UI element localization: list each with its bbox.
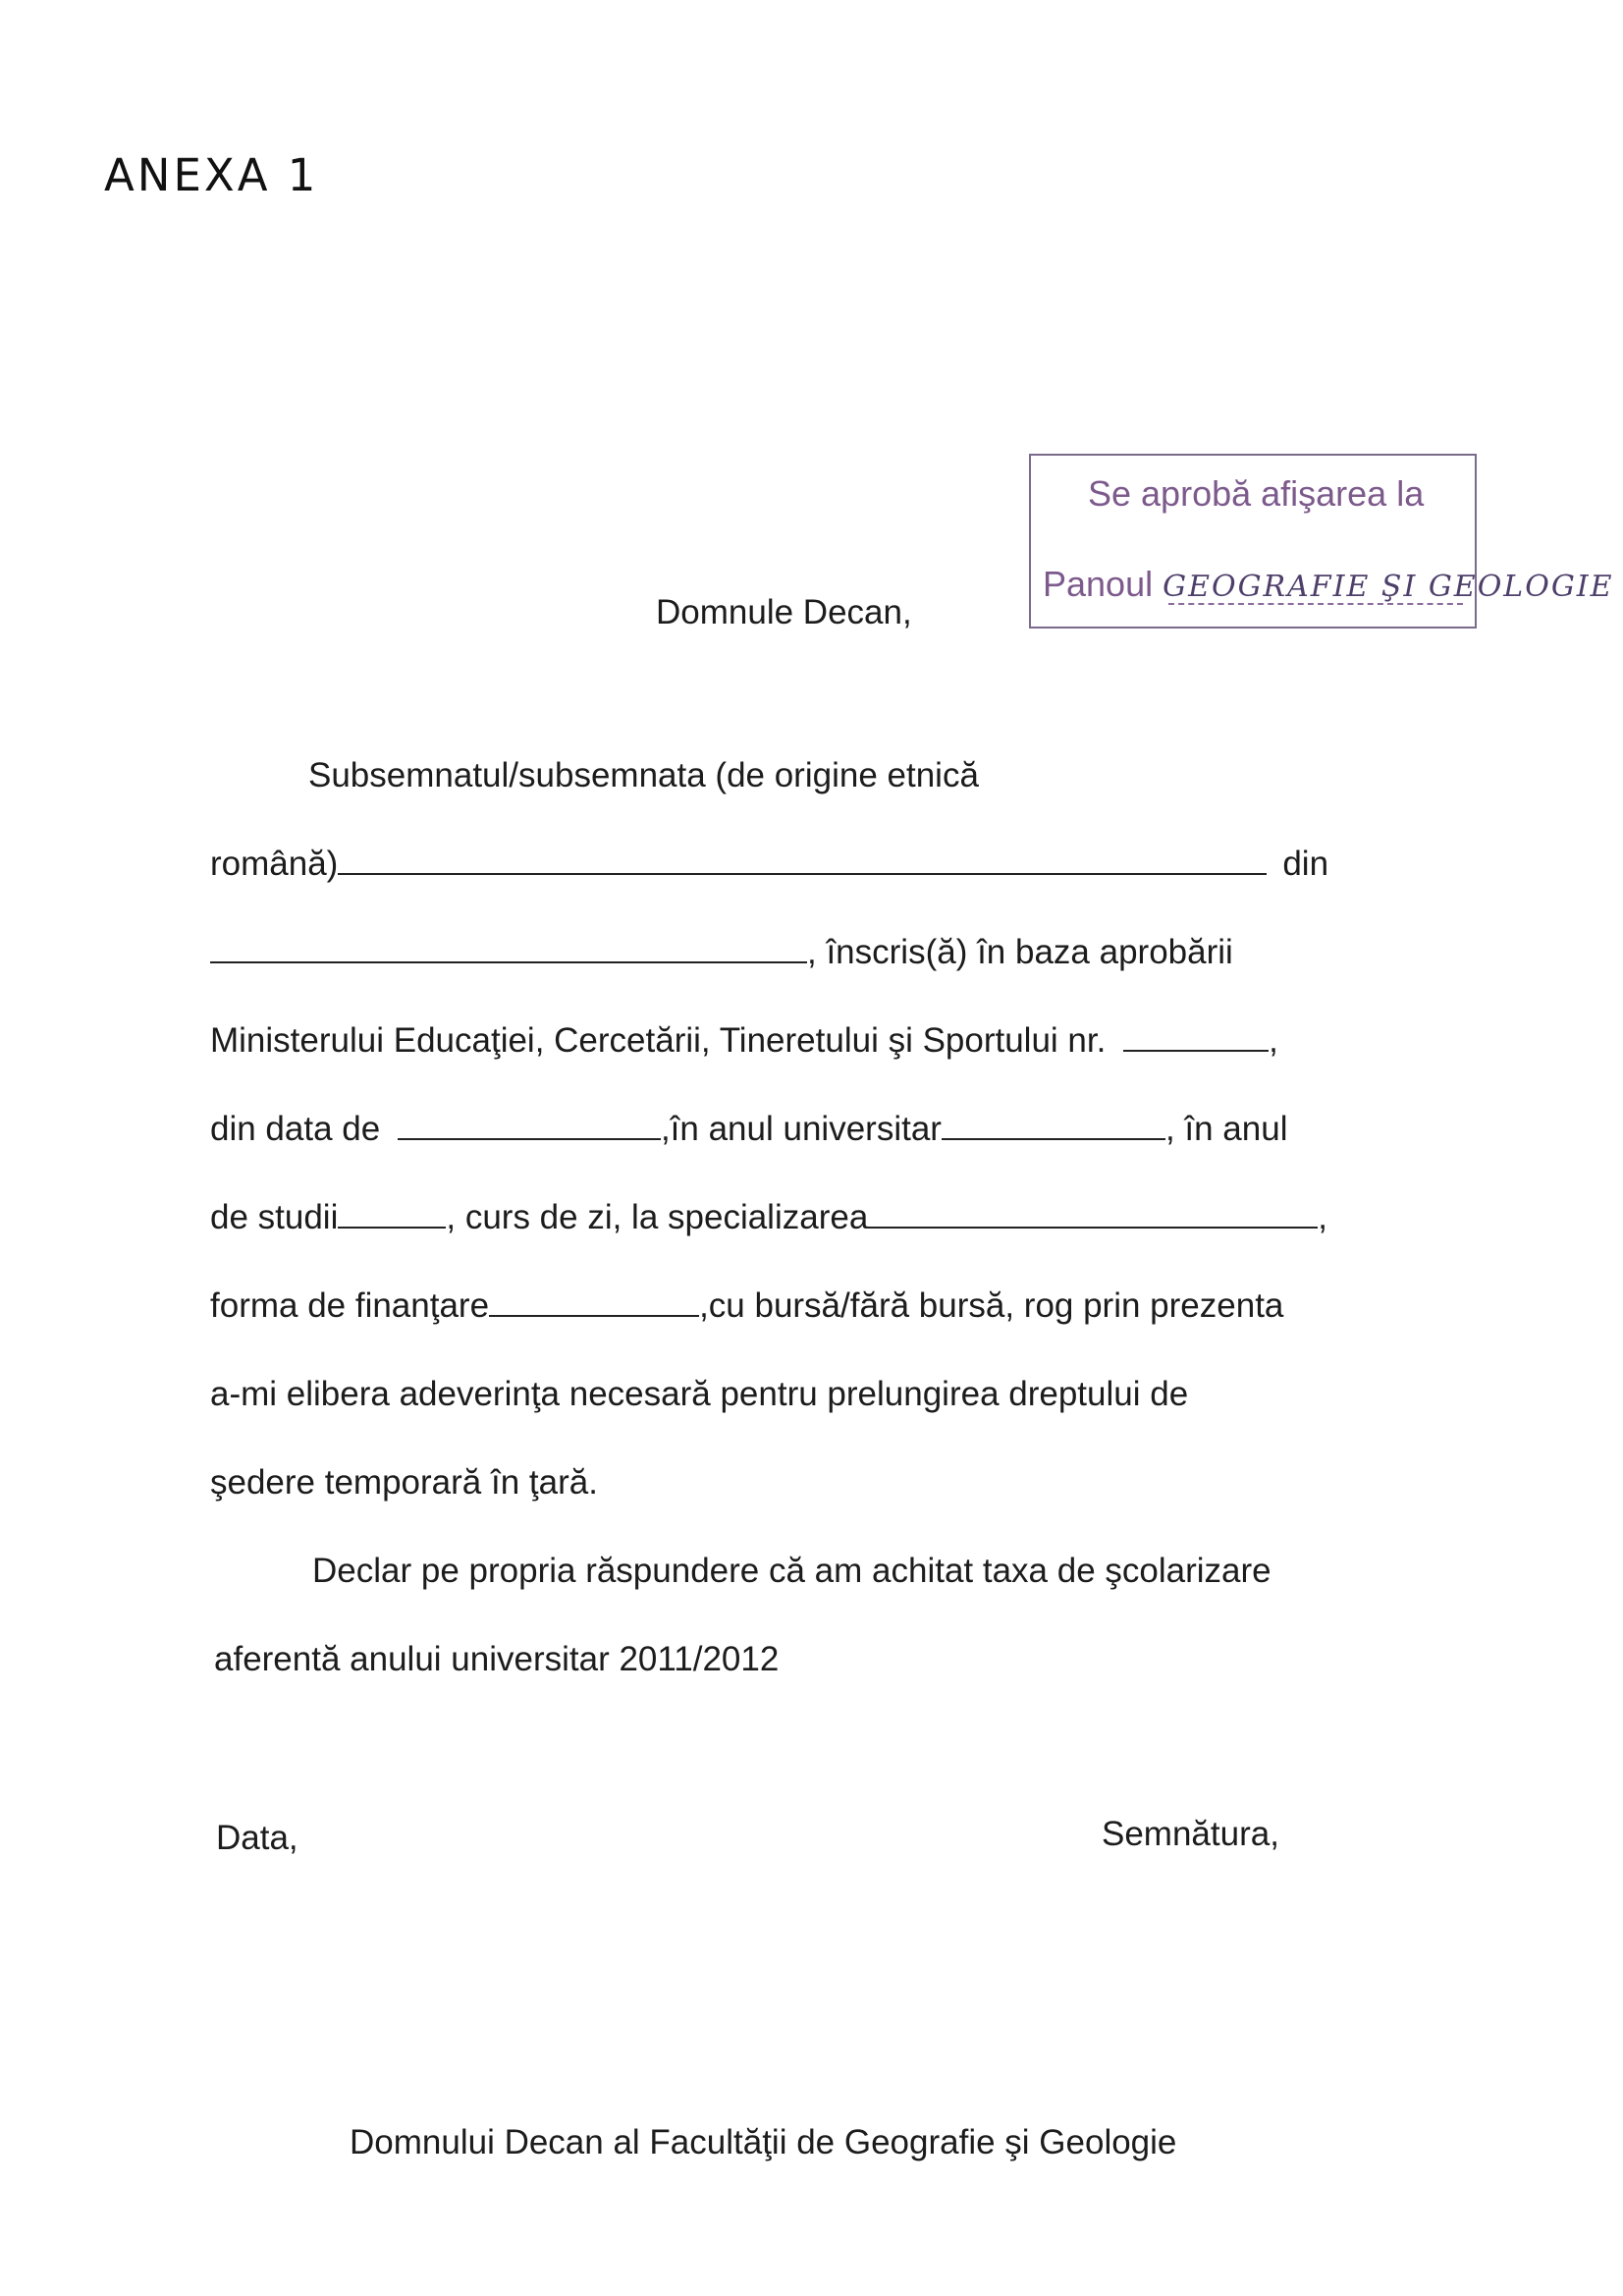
declaration-line-1: Declar pe propria răspundere că am achitat taxa de şcolarizare — [312, 1552, 1271, 1590]
origin-label: română) — [210, 845, 339, 883]
stamp-panel-label: Panoul — [1043, 564, 1154, 604]
comma: , — [1269, 1021, 1278, 1060]
approval-number-blank — [1123, 1049, 1269, 1052]
declaration-line-2: aferentă anului universitar 2011/2012 — [214, 1640, 780, 1678]
specialization-label: , curs de zi, la specializarea — [446, 1198, 869, 1236]
date-label: Data, — [216, 1819, 298, 1857]
stamp-handwritten-panel: GEOGRAFIE ŞI GEOLOGIE — [1163, 570, 1614, 604]
body-line-7 — [210, 1288, 1283, 1323]
body-line-8: a-mi elibera adeverinţa necesară pentru prelungirea dreptului de — [210, 1375, 1189, 1413]
addressee: Domnului Decan al Facultăţii de Geografie şi Geologie — [350, 2123, 1177, 2161]
funding-blank — [489, 1314, 699, 1317]
ministry-text: Ministerului Educaţiei, Cercetării, Tineretului şi Sportului nr. — [210, 1021, 1107, 1060]
body-line-4 — [210, 1023, 1278, 1058]
body-line-9: şedere temporară în ţară. — [210, 1463, 598, 1502]
academic-year-label: ,în anul universitar — [660, 1110, 942, 1148]
date-of-label: din data de — [210, 1110, 381, 1148]
name-blank — [338, 872, 1267, 875]
stamp-line-1: Se aprobă afişarea la — [1088, 473, 1425, 514]
scholarship-text: ,cu bursă/fără bursă, rog prin prezenta — [699, 1286, 1284, 1325]
enrolled-text: , înscris(ă) în baza aprobării — [807, 933, 1233, 971]
annex-title: ANEXA 1 — [104, 149, 319, 201]
academic-year-blank — [942, 1137, 1165, 1140]
study-year-blank — [338, 1226, 446, 1229]
body-line-3 — [210, 935, 1233, 969]
study-year-label: de studii — [210, 1198, 339, 1236]
body-line-5 — [210, 1112, 1287, 1146]
from-label: din — [1282, 845, 1329, 883]
stamp-dashed-line — [1168, 603, 1463, 605]
body-line-6 — [210, 1200, 1327, 1234]
signature-label: Semnătura, — [1102, 1815, 1279, 1853]
body-line-2 — [210, 847, 1328, 881]
approval-date-blank — [398, 1137, 661, 1140]
year-label: , în anul — [1164, 1110, 1288, 1148]
body-line-1: Subsemnatul/subsemnata (de origine etnică — [308, 756, 979, 794]
specialization-blank — [868, 1226, 1318, 1229]
salutation: Domnule Decan, — [656, 593, 912, 631]
origin-country-blank — [210, 960, 807, 963]
stamp-line-2 — [1043, 564, 1614, 605]
approval-stamp — [1029, 454, 1614, 629]
comma: , — [1318, 1198, 1328, 1236]
funding-label: forma de finanţare — [210, 1286, 490, 1325]
